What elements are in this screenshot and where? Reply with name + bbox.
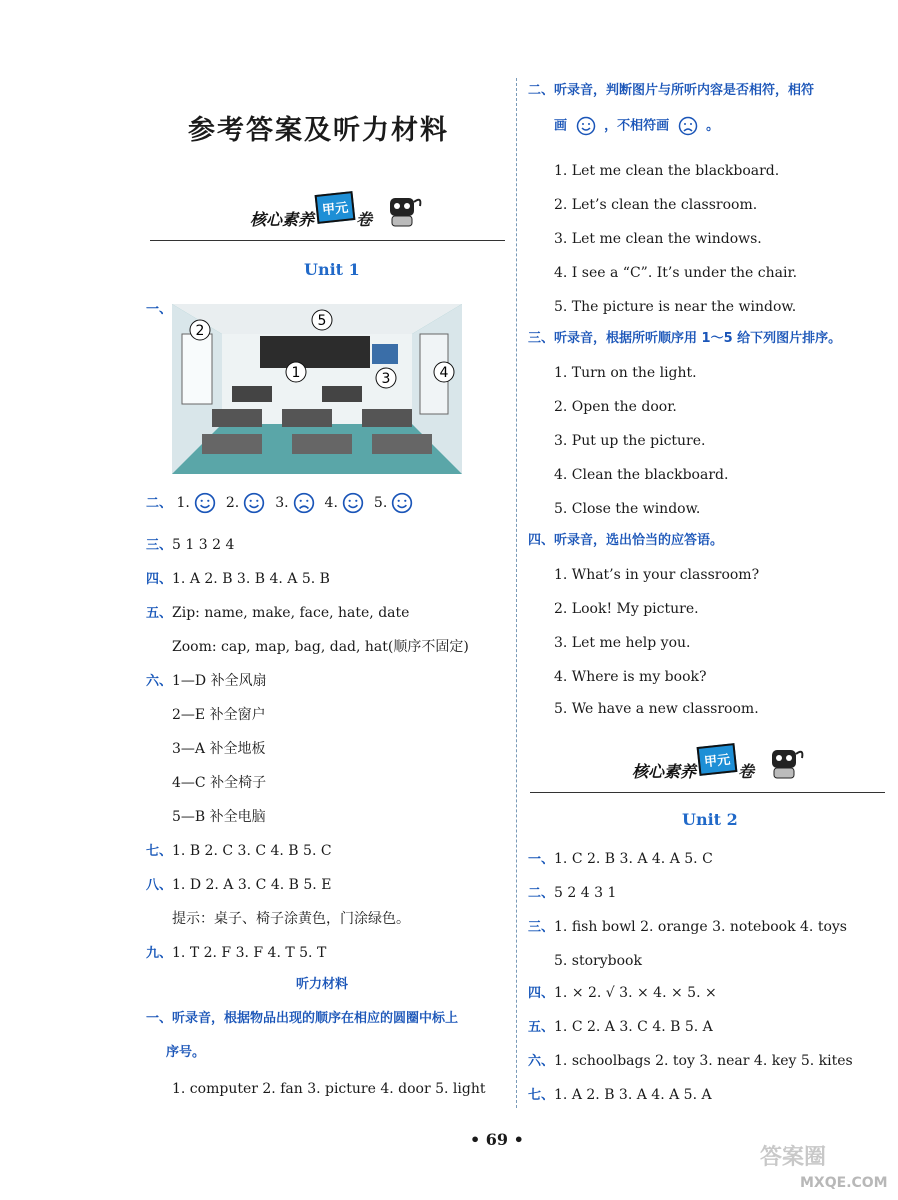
listen4-instruction: 四、听录音，选出恰当的应答语。	[528, 533, 724, 548]
q5-row-2	[172, 638, 469, 656]
happy-face-icon	[342, 492, 364, 514]
unit2-answer-row: 三、1. fish bowl 2. orange 3. notebook 4. toys	[528, 919, 847, 935]
unit2-answer-row: 一、1. C 2. B 3. A 4. A 5. C	[528, 851, 713, 867]
classroom-illustration	[172, 304, 462, 474]
listen4-item: 5. We have a new classroom.	[554, 701, 759, 717]
q8-answer: 1. D 2. A 3. C 4. B 5. E	[172, 877, 332, 893]
listen3-item: 4. Clean the blackboard.	[554, 467, 729, 483]
q7-answer: 1. B 2. C 3. C 4. B 5. C	[172, 843, 332, 859]
happy-face-icon	[576, 116, 596, 136]
q6-row	[172, 808, 266, 826]
q9-answer: 1. T 2. F 3. F 4. T 5. T	[172, 945, 327, 961]
marker-1	[286, 362, 306, 382]
listen3-instruction: 三、听录音，根据所听顺序用 1～5 给下列图片排序。	[528, 331, 842, 346]
banner-rule	[150, 240, 505, 241]
q6-row	[172, 774, 266, 792]
question-prefix: 一、	[146, 302, 173, 317]
q6-line: 5—B 补全电脑	[172, 809, 266, 825]
listen3-item: 3. Put up the picture.	[554, 433, 706, 449]
listen4-item: 3. Let me help you.	[554, 635, 691, 651]
watermark-url: MXQE.COM	[800, 1175, 888, 1191]
sad-face-icon	[293, 492, 315, 514]
q7-row: 七、1. B 2. C 3. C 4. B 5. C	[146, 843, 332, 859]
section-banner-2	[632, 748, 806, 782]
section-banner	[250, 196, 424, 230]
banner-text-2: 卷	[738, 762, 755, 781]
unit2-answer: 1. C 2. A 3. C 4. B 5. A	[554, 1019, 713, 1035]
marker-5-label: 5	[317, 313, 327, 329]
q5-line2: Zoom: cap, map, bag, dad, hat(顺序不固定)	[172, 639, 469, 655]
column-divider	[516, 78, 517, 1108]
marker-2	[190, 320, 210, 340]
listen3-item: 5. Close the window.	[554, 501, 701, 517]
q6-line: 2—E 补全窗户	[172, 707, 266, 723]
unit2-answer-row: 六、1. schoolbags 2. toy 3. near 4. key 5. kites	[528, 1053, 853, 1069]
marker-4	[434, 362, 454, 382]
q4-answer: 1. A 2. B 3. B 4. A 5. B	[172, 571, 330, 587]
listen4-item: 1. What’s in your classroom?	[554, 567, 760, 583]
listen3-item: 1. Turn on the light.	[554, 365, 697, 381]
listen2-instruction: 二、听录音，判断图片与所听内容是否相符，相符	[528, 83, 815, 98]
marker-3-label: 3	[381, 371, 391, 387]
page-number: • 69 •	[470, 1130, 524, 1149]
page-title: 参考答案及听力材料	[188, 115, 449, 146]
q5-row: 五、Zip: name, make, face, hate, date	[146, 605, 410, 621]
q4-row: 四、1. A 2. B 3. B 4. A 5. B	[146, 571, 330, 587]
unit-heading: Unit 1	[304, 260, 360, 279]
happy-face-icon	[391, 492, 413, 514]
q6-row	[172, 740, 265, 758]
unit2-answer: 1. fish bowl 2. orange 3. notebook 4. toys	[554, 919, 847, 935]
unit2-answer: 5 2 4 3 1	[554, 885, 617, 901]
listen2-item: 5. The picture is near the window.	[554, 299, 797, 315]
unit2-answer: 1. A 2. B 3. A 4. A 5. A	[554, 1087, 712, 1103]
q5-line1: Zip: name, make, face, hate, date	[172, 605, 410, 621]
listen2-item: 3. Let me clean the windows.	[554, 231, 762, 247]
q2-item-number: 3.	[275, 495, 289, 511]
listen3-item: 2. Open the door.	[554, 399, 677, 415]
q2-item-number: 4.	[324, 495, 338, 511]
listen2-instruction-2: 画 ，不相符画 。	[554, 116, 719, 136]
robot-mascot-icon	[764, 744, 806, 782]
marker-4-label: 4	[439, 365, 449, 381]
marker-3	[376, 368, 396, 388]
robot-mascot-icon	[382, 192, 424, 230]
unit2-answer-row	[554, 952, 642, 970]
listening-heading: 听力材料	[296, 977, 349, 992]
q6-row	[172, 706, 266, 724]
unit2-answer: 1. schoolbags 2. toy 3. near 4. key 5. kites	[554, 1053, 853, 1069]
unit2-answer: 5. storybook	[554, 953, 642, 969]
q2-item-number: 1.	[176, 495, 190, 511]
q6-line: 1—D 补全风扇	[172, 673, 267, 689]
listen4-item: 2. Look! My picture.	[554, 601, 699, 617]
unit2-answer: 1. × 2. √ 3. × 4. × 5. ×	[554, 985, 717, 1001]
q6-row: 六、1—D 补全风扇	[146, 673, 267, 689]
unit2-answer: 1. C 2. B 3. A 4. A 5. C	[554, 851, 713, 867]
banner-text-2: 卷	[356, 210, 373, 229]
happy-face-icon	[194, 492, 216, 514]
marker-5	[312, 310, 332, 330]
unit2-answer-row: 二、5 2 4 3 1	[528, 885, 617, 901]
q8-hint-text: 提示：桌子、椅子涂黄色，门涂绿色。	[172, 911, 410, 927]
unit2-answer-row: 五、1. C 2. A 3. C 4. B 5. A	[528, 1019, 713, 1035]
banner-rule-2	[530, 792, 885, 793]
q3-row: 三、5 1 3 2 4	[146, 537, 235, 553]
marker-1-label: 1	[291, 365, 301, 381]
q6-line: 4—C 补全椅子	[172, 775, 267, 791]
listen2-item: 1. Let me clean the blackboard.	[554, 163, 780, 179]
banner-tag: 甲元	[315, 191, 356, 224]
q3-answer: 5 1 3 2 4	[172, 537, 235, 553]
unit2-answer-row: 四、1. × 2. √ 3. × 4. × 5. ×	[528, 985, 717, 1001]
listen1-instruction-2: 序号。	[166, 1045, 206, 1060]
unit-heading-2: Unit 2	[682, 810, 738, 829]
listen2-item: 2. Let’s clean the classroom.	[554, 197, 758, 213]
q2-item-number: 2.	[225, 495, 240, 511]
banner-text: 核心素养	[632, 762, 697, 781]
q9-row: 九、1. T 2. F 3. F 4. T 5. T	[146, 945, 327, 961]
marker-2-label: 2	[195, 323, 205, 339]
listen1-instruction: 一、听录音，根据物品出现的顺序在相应的圆圈中标上	[146, 1011, 459, 1026]
q8-row: 八、1. D 2. A 3. C 4. B 5. E	[146, 877, 332, 893]
q8-hint	[172, 910, 410, 928]
happy-face-icon	[243, 492, 265, 514]
watermark-logo: 答案圈	[760, 1145, 827, 1170]
listen4-item: 4. Where is my book?	[554, 669, 707, 685]
sad-face-icon	[678, 116, 698, 136]
listen2-item: 4. I see a “C”. It’s under the chair.	[554, 265, 798, 281]
q2-row: 二、 1. 2. 3. 4. 5.	[146, 492, 417, 514]
q6-line: 3—A 补全地板	[172, 741, 266, 757]
listen1-answer: 1. computer 2. fan 3. picture 4. door 5. light	[172, 1081, 486, 1097]
banner-text: 核心素养	[250, 210, 315, 229]
banner-tag: 甲元	[697, 743, 738, 776]
unit2-answer-row: 七、1. A 2. B 3. A 4. A 5. A	[528, 1087, 712, 1103]
q2-item-number: 5.	[373, 495, 388, 511]
